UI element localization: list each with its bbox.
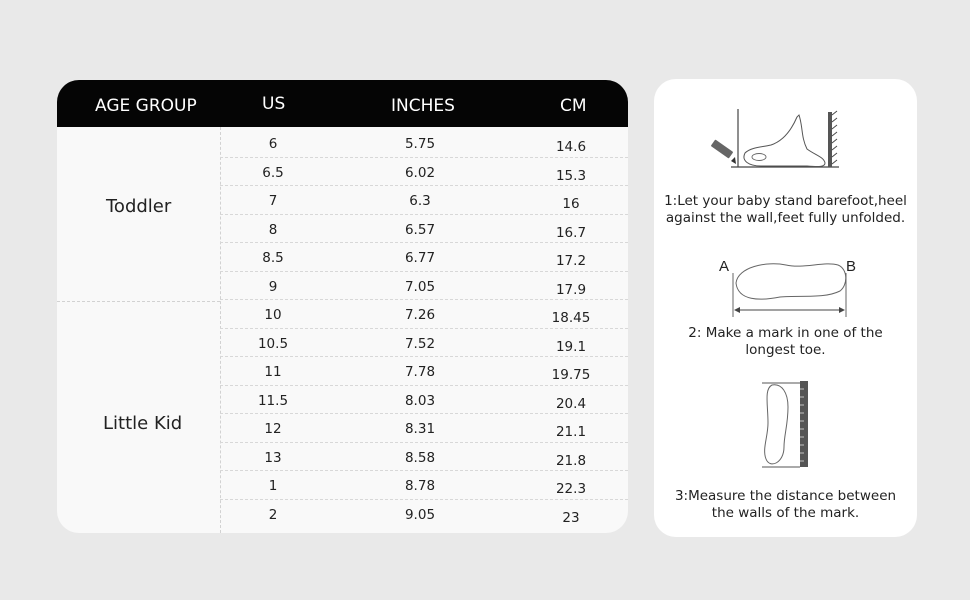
cell-cm: 18.45 [551, 310, 591, 326]
measure-steps-card [654, 79, 917, 537]
cell-cm: 21.8 [555, 452, 587, 469]
foot-ruler-icon [754, 375, 814, 475]
cell-inches: 5.75 [404, 136, 436, 152]
cell-inches: 8.58 [404, 449, 436, 466]
header-us: US [262, 94, 286, 114]
cell-us: 7 [268, 193, 278, 209]
table-row [220, 500, 628, 529]
cell-us: 11.5 [257, 392, 289, 409]
cell-inches: 9.05 [404, 506, 436, 523]
cell-us: 8 [268, 221, 278, 238]
cell-inches: 8.31 [404, 421, 436, 437]
table-row [220, 186, 628, 215]
cell-us: 10 [264, 307, 282, 323]
cell-inches: 8.78 [404, 478, 436, 494]
cell-inches: 7.52 [404, 335, 436, 352]
size-chart-table [57, 80, 628, 533]
cell-cm: 19.1 [555, 338, 587, 355]
cell-cm: 19.75 [551, 367, 591, 383]
cell-inches: 6.02 [404, 164, 436, 181]
header-age-group: AGE GROUP [95, 96, 197, 116]
group-label-little-kid: Little Kid [103, 413, 183, 434]
label-a: A [719, 258, 730, 275]
table-row [220, 272, 628, 301]
cell-inches: 6.3 [409, 193, 431, 209]
cell-cm: 16 [562, 196, 580, 212]
table-row [220, 129, 628, 158]
cell-cm: 21.1 [555, 424, 587, 440]
table-header [57, 80, 628, 127]
cell-inches: 7.05 [404, 278, 436, 295]
cell-inches: 7.78 [404, 364, 436, 380]
cell-cm: 15.3 [555, 167, 587, 184]
cell-inches: 8.03 [404, 392, 436, 409]
cell-us: 11 [264, 364, 282, 380]
table-row [220, 243, 628, 272]
table-row [220, 329, 628, 358]
cell-cm: 23 [562, 509, 580, 526]
cell-inches: 6.77 [404, 250, 436, 266]
table-row [220, 471, 628, 500]
cell-inches: 6.57 [404, 221, 436, 238]
cell-us: 12 [264, 421, 282, 437]
group-divider [57, 301, 220, 302]
cell-us: 6 [268, 136, 278, 152]
cell-cm: 22.3 [555, 481, 587, 497]
table-body [220, 129, 628, 528]
cell-cm: 17.2 [555, 253, 587, 269]
step-2-text: 2: Make a mark in one of the longest toe. [688, 325, 883, 358]
table-row [220, 300, 628, 329]
table-row [220, 386, 628, 415]
table-row [220, 414, 628, 443]
group-label-toddler: Toddler [106, 196, 172, 217]
step-3-text: 3:Measure the distance between the walls of the mark. [674, 488, 897, 521]
cell-us: 1 [268, 478, 278, 494]
table-row [220, 357, 628, 386]
cell-cm: 17.9 [555, 281, 587, 298]
table-row [220, 443, 628, 472]
cell-us: 9 [268, 278, 278, 295]
cell-us: 13 [264, 449, 282, 466]
header-inches: INCHES [391, 96, 455, 116]
cell-us: 8.5 [262, 250, 284, 266]
cell-us: 2 [268, 506, 278, 523]
label-b: B [846, 258, 857, 275]
cell-us: 10.5 [257, 335, 289, 352]
cell-us: 6.5 [262, 164, 284, 181]
cell-cm: 16.7 [555, 224, 587, 241]
cell-cm: 20.4 [555, 395, 587, 412]
cell-inches: 7.26 [404, 307, 436, 323]
header-cm: CM [560, 96, 587, 116]
foot-against-wall-icon [711, 107, 841, 177]
cell-cm: 14.6 [555, 139, 587, 155]
step-1-text: 1:Let your baby stand barefoot,heel against the wall,feet fully unfolded. [664, 193, 907, 226]
table-row [220, 215, 628, 244]
table-row [220, 158, 628, 187]
footprint-measure-icon [716, 251, 866, 323]
